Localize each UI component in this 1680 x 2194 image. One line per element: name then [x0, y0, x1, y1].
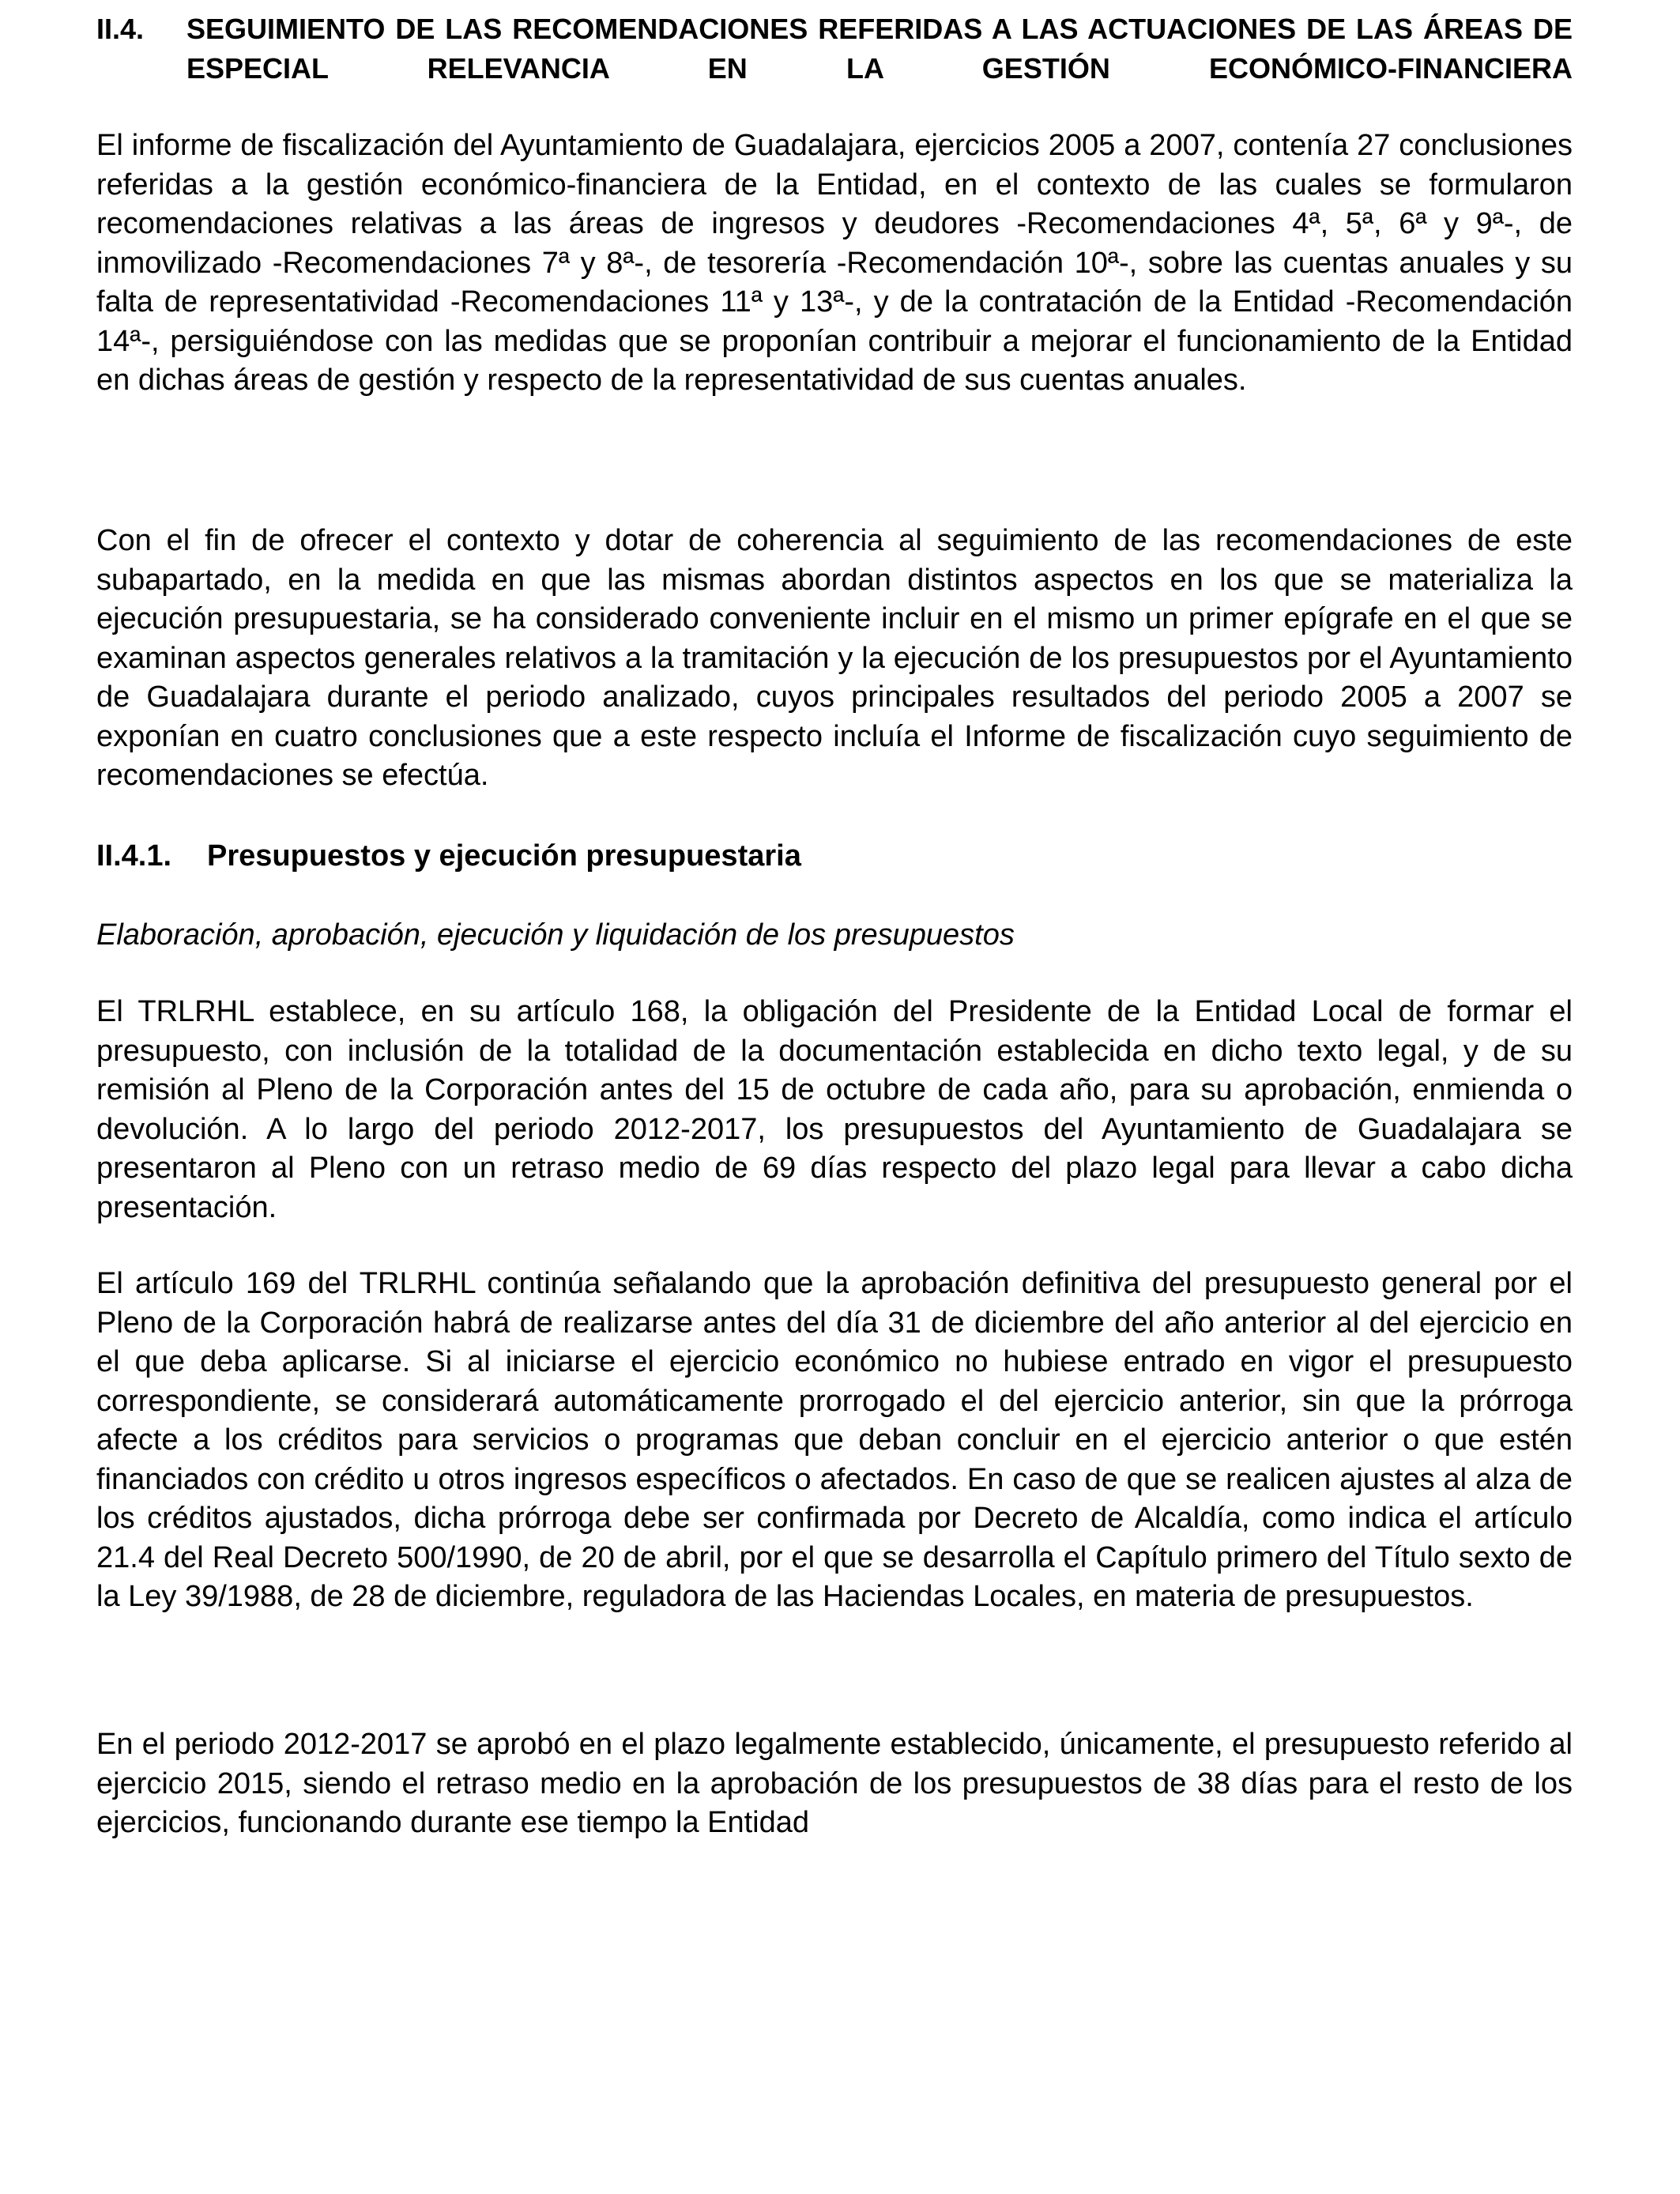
italic-subheading: Elaboración, aprobación, ejecución y liquidación de los presupuestos — [96, 918, 1015, 952]
subsection-title: Presupuestos y ejecución presupuestaria — [207, 839, 801, 873]
subsection-number: II.4.1. — [96, 839, 172, 873]
paragraph-trlrhl-168: El TRLRHL establece, en su artículo 168, la obligación del Presidente de la Entidad Local de formar el presupuesto, con inclusión de la totalidad de la documentación establecida en dicho texto legal, y de su remisión al Pleno de la Corporación antes del 15 de octubre de cada año, para su aprobación, enmienda o devolución. A lo largo del periodo 2012-2017, los presupuestos del Ayuntamiento de Guadalajara se presentaron al Pleno con un retraso medio de 69 días respecto del plazo legal para llevar a cabo dicha presentación. — [96, 995, 1573, 1224]
section-heading — [96, 9, 1573, 89]
subsection-heading — [96, 836, 801, 876]
paragraph-periodo-2012-2017: En el periodo 2012-2017 se aprobó en el plazo legalmente establecido, únicamente, el presupuesto referido al ejercicio 2015, siendo el retraso medio en la aprobación de los presupuestos de 38 días para el resto de los ejercicios, funcionando durante ese tiempo la Entidad — [96, 1728, 1573, 1839]
section-number: II.4. — [96, 13, 145, 45]
paragraph-context: Con el fin de ofrecer el contexto y dotar de coherencia al seguimiento de las recomendaciones de este subapartado, en la medida en que las mismas abordan distintos aspectos en los que se materializa la ejecución presupuestaria, se ha considerado conveniente incluir en el mismo un primer epígrafe en el que se examinan aspectos generales relativos a la tramitación y la ejecución de los presupuestos por el Ayuntamiento de Guadalajara durante el periodo analizado, cuyos principales resultados del periodo 2005 a 2007 se exponían en cuatro conclusiones que a este respecto incluía el Informe de fiscalización cuyo seguimiento de recomendaciones se efectúa. — [96, 524, 1573, 792]
section-title: SEGUIMIENTO DE LAS RECOMENDACIONES REFERIDAS A LAS ACTUACIONES DE LAS ÁREAS DE ESPECIAL RELEVANCIA EN LA GESTIÓN ECONÓMICO-FINANCIERA — [186, 13, 1573, 85]
paragraph-intro: El informe de fiscalización del Ayuntamiento de Guadalajara, ejercicios 2005 a 2007, contenía 27 conclusiones referidas a la gestión económico-financiera de la Entidad, en el contexto de las cuales se formularon recomendaciones relativas a las áreas de ingresos y deudores -Recomendaciones 4ª, 5ª, 6ª y 9ª-, de inmovilizado -Recomendaciones 7ª y 8ª-, de tesorería -Recomendación 10ª-, sobre las cuentas anuales y su falta de representatividad -Recomendaciones 11ª y 13ª-, y de la contratación de la Entidad -Recomendación 14ª-, persiguiéndose con las medidas que se proponían contribuir a mejorar el funcionamiento de la Entidad en dichas áreas de gestión y respecto de la representatividad de sus cuentas anuales. — [96, 129, 1573, 397]
paragraph-trlrhl-169: El artículo 169 del TRLRHL continúa señalando que la aprobación definitiva del presupuesto general por el Pleno de la Corporación habrá de realizarse antes del día 31 de diciembre del año anterior al del ejercicio en el que deba aplicarse. Si al iniciarse el ejercicio económico no hubiese entrado en vigor el presupuesto correspondiente, se considerará automáticamente prorrogado el del ejercicio anterior, sin que la prórroga afecte a los créditos para servicios o programas que deban concluir en el ejercicio anterior o que estén financiados con crédito u otros ingresos específicos o afectados. En caso de que se realicen ajustes al alza de los créditos ajustados, dicha prórroga debe ser confirmada por Decreto de Alcaldía, como indica el artículo 21.4 del Real Decreto 500/1990, de 20 de abril, por el que se desarrolla el Capítulo primero del Título sexto de la Ley 39/1988, de 28 de diciembre, reguladora de las Haciendas Locales, en materia de presupuestos. — [96, 1267, 1573, 1613]
